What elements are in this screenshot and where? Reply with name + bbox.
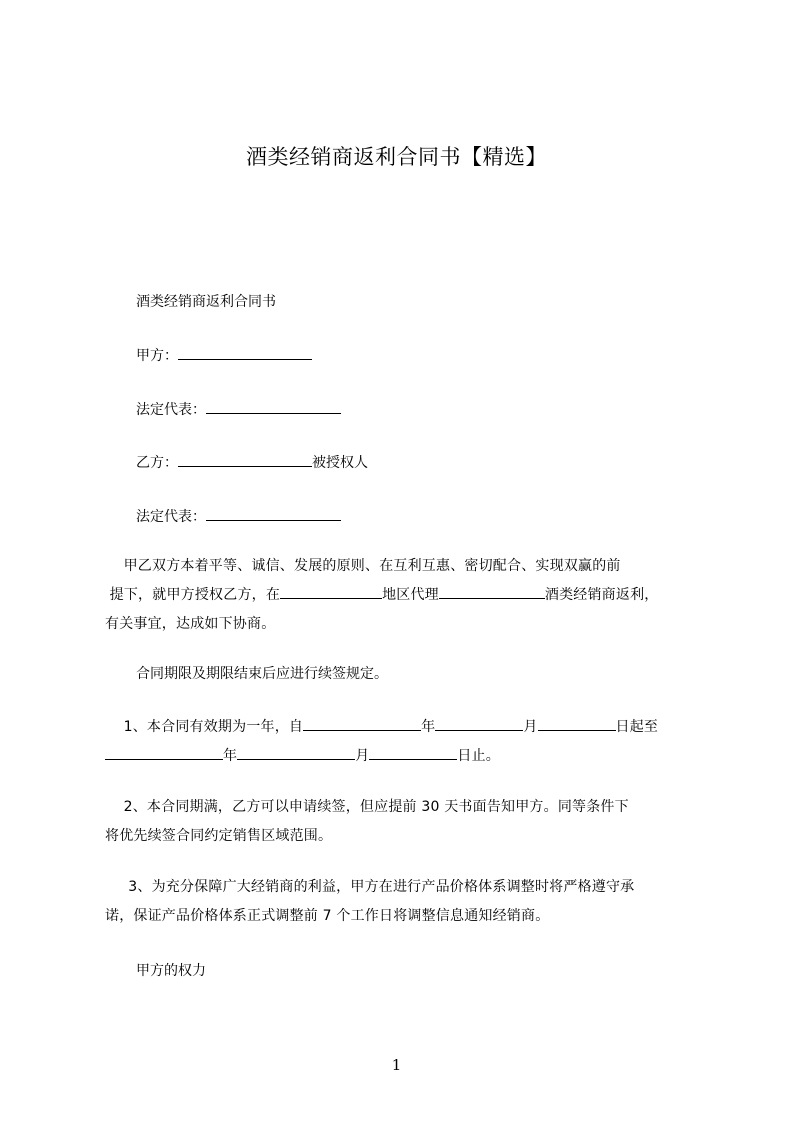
party-b-blank <box>178 452 312 467</box>
clause1-month2: 月 <box>355 748 370 764</box>
clause-2: 2、本合同期满，乙方可以申请续签，但应提前 30 天书面告知甲方。同等条件下 将优先续签合同约定销售区域范围。 <box>105 799 629 844</box>
party-a-blank <box>178 345 312 360</box>
legal-rep-b-blank <box>206 506 341 521</box>
page-number: 1 <box>391 1056 402 1074</box>
clause1-day-to: 日止。 <box>457 748 501 764</box>
intro-part1: 甲乙双方本着平等、诚信、发展的原则、在互利互惠、密切配合、实现双赢的前 提下，就甲方授权乙方，在 <box>109 558 621 603</box>
clause1-month1: 月 <box>523 719 538 735</box>
legal-rep-a-label: 法定代表： <box>136 402 206 418</box>
section-rights-heading: 甲方的权力 <box>136 963 206 979</box>
party-b-line <box>136 452 368 473</box>
start-day-blank <box>538 716 616 731</box>
section-term-heading: 合同期限及期限结束后应进行续签规定。 <box>136 666 388 682</box>
party-b-label: 乙方： <box>136 455 178 471</box>
end-year-blank <box>105 745 223 760</box>
start-year-blank <box>303 716 421 731</box>
legal-rep-a-blank <box>206 399 341 414</box>
product-blank <box>439 584 545 599</box>
document-title: 酒类经销商返利合同书【精选】 <box>246 145 547 169</box>
clause-3: 3、为充分保障广大经销商的利益，甲方在进行产品价格体系调整时将严格遵守承 诺，保证产品价格体系正式调整前 7 个工作日将调整信息通知经销商。 <box>105 879 635 924</box>
start-month-blank <box>435 716 523 731</box>
end-day-blank <box>369 745 457 760</box>
legal-rep-b-label: 法定代表： <box>136 509 206 525</box>
party-a-label: 甲方： <box>136 348 178 364</box>
party-b-suffix: 被授权人 <box>312 455 368 471</box>
intro-paragraph <box>105 552 709 639</box>
clause-1 <box>105 713 709 771</box>
intro-part2: 地区代理 <box>382 587 439 603</box>
contract-subtitle: 酒类经销商返利合同书 <box>136 294 276 310</box>
legal-rep-b-line <box>136 506 341 527</box>
region-blank <box>280 584 382 599</box>
party-a-line <box>136 345 312 366</box>
clause1-day-from: 日起至 <box>615 719 659 735</box>
intro-part3: 酒类经销商返利， 有关事宜，达成如下协商。 <box>105 587 659 632</box>
legal-rep-a-line <box>136 399 341 420</box>
end-month-blank <box>237 745 355 760</box>
clause1-part1: 1、本合同有效期为一年，自 <box>105 719 304 735</box>
clause1-year1: 年 <box>421 719 436 735</box>
clause1-year2: 年 <box>223 748 238 764</box>
